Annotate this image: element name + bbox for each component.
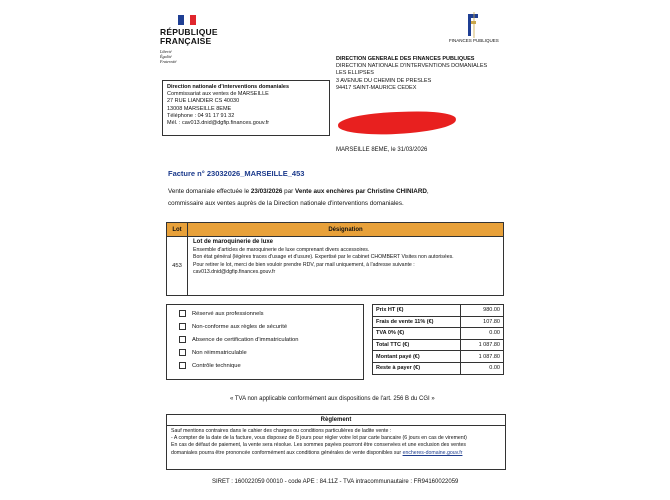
invoice-intro: Vente domaniale effectuée le 23/03/2026 par Vente aux enchères par Christine CHINIARD, commissaire aux ventes auprès de la Direction nationale d'interventions domaniales. (168, 188, 429, 207)
finances-publiques-label: FINANCES PUBLIQUES (449, 38, 499, 43)
invoice-number: Facture n° 23032026_MARSEILLE_453 (168, 169, 305, 178)
finances-publiques-logo-icon (466, 12, 480, 38)
checkbox-controle-technique[interactable]: Contrôle technique (179, 362, 241, 369)
checkbox-box (166, 304, 364, 380)
republic-motto: Liberté Égalité Fraternité (160, 49, 177, 64)
reglement-title: Règlement (320, 417, 352, 423)
total-row: Reste à payer (€) 0.00 (373, 362, 504, 374)
total-row: TVA 0% (€) 0.00 (373, 328, 504, 340)
checkbox-no-certification[interactable]: Absence de certification d'immatriculation (179, 336, 298, 343)
total-row: Prix HT (€) 980.00 (373, 305, 504, 317)
lot-description: Lot de maroquinerie de luxe Ensemble d'articles de maroquinerie de luxe comprenant divers accessoires. Bon état général (légères traces d'usage et d'usure). Expertisé par le cabinet CHOMBERT Visites non autorisées. Pour retirer le lot, merci de bien vouloir prendre RDV, par mail uniquement, à l'adresse suivante : cav013.dnid@dgfip.finances.gouv.fr (188, 237, 504, 296)
marianne-flag-icon (178, 15, 196, 25)
footer-legal: SIRET : 160022059 00010 - code APE : 84.11Z - TVA intracommunautaire : FR94160022059 (212, 479, 459, 485)
recipient-address: DIRECTION GENERALE DES FINANCES PUBLIQUES DIRECTION NATIONALE D'INTERVENTIONS DOMANIALES LES ELLIPSES 3 AVENUE DU CHEMIN DE PRESLES 94417 SAINT-MAURICE CEDEX (336, 56, 488, 91)
invoice-page (140, 0, 520, 500)
checkbox-professionals[interactable]: Réservé aux professionnels (179, 310, 264, 317)
tva-note: « TVA non applicable conformément aux dispositions de l'art. 256 B du CGI » (230, 396, 435, 402)
reglement-box: Règlement Sauf mentions contraires dans le cahier des charges ou conditions particulières de ladite vente : - A compter de la date de la facture, vous disposez de 8 jours pour régler votre lot par carte bancaire (6 jours en cas de virement) En cas de défaut de paiement, la vente sera résolue. Les sommes payées pourront être conservées et une exclusion des ventes domaniales pourra être prononcée conformément aux conditions générales de vente disponibles sur encheres-domaine.gouv.fr (166, 414, 506, 470)
checkbox-non-reimmatriculable[interactable]: Non réimmatriculable (179, 349, 247, 356)
total-row: Frais de vente 11% (€) 107.80 (373, 316, 504, 328)
sender-box: Direction nationale d'interventions domaniales Commissariat aux ventes de MARSEILLE 27 RUE LIANDIER CS 40030 13008 MARSEILLE 8EME Téléphone : 04 91 17 91 32 Mél. : cav013.dnid@dgfip.finances.gouv.fr (162, 80, 330, 136)
republique-francaise-logo: RÉPUBLIQUE FRANÇAISE (160, 27, 218, 46)
lot-table (166, 222, 504, 296)
place-date: MARSEILLE 8EME, le 31/03/2026 (336, 147, 428, 153)
total-row: Montant payé (€) 1 087.80 (373, 351, 504, 363)
designation-header: Désignation (188, 223, 504, 237)
totals-table (372, 304, 504, 375)
redaction-mark (338, 110, 457, 136)
reglement-link[interactable]: encheres-domaine.gouv.fr (402, 449, 463, 456)
checkbox-non-conforme[interactable]: Non-conforme aux règles de sécurité (179, 323, 287, 330)
total-row: Total TTC (€) 1 087.80 (373, 339, 504, 351)
lot-header: Lot (167, 223, 188, 237)
lot-number: 453 (167, 237, 188, 296)
